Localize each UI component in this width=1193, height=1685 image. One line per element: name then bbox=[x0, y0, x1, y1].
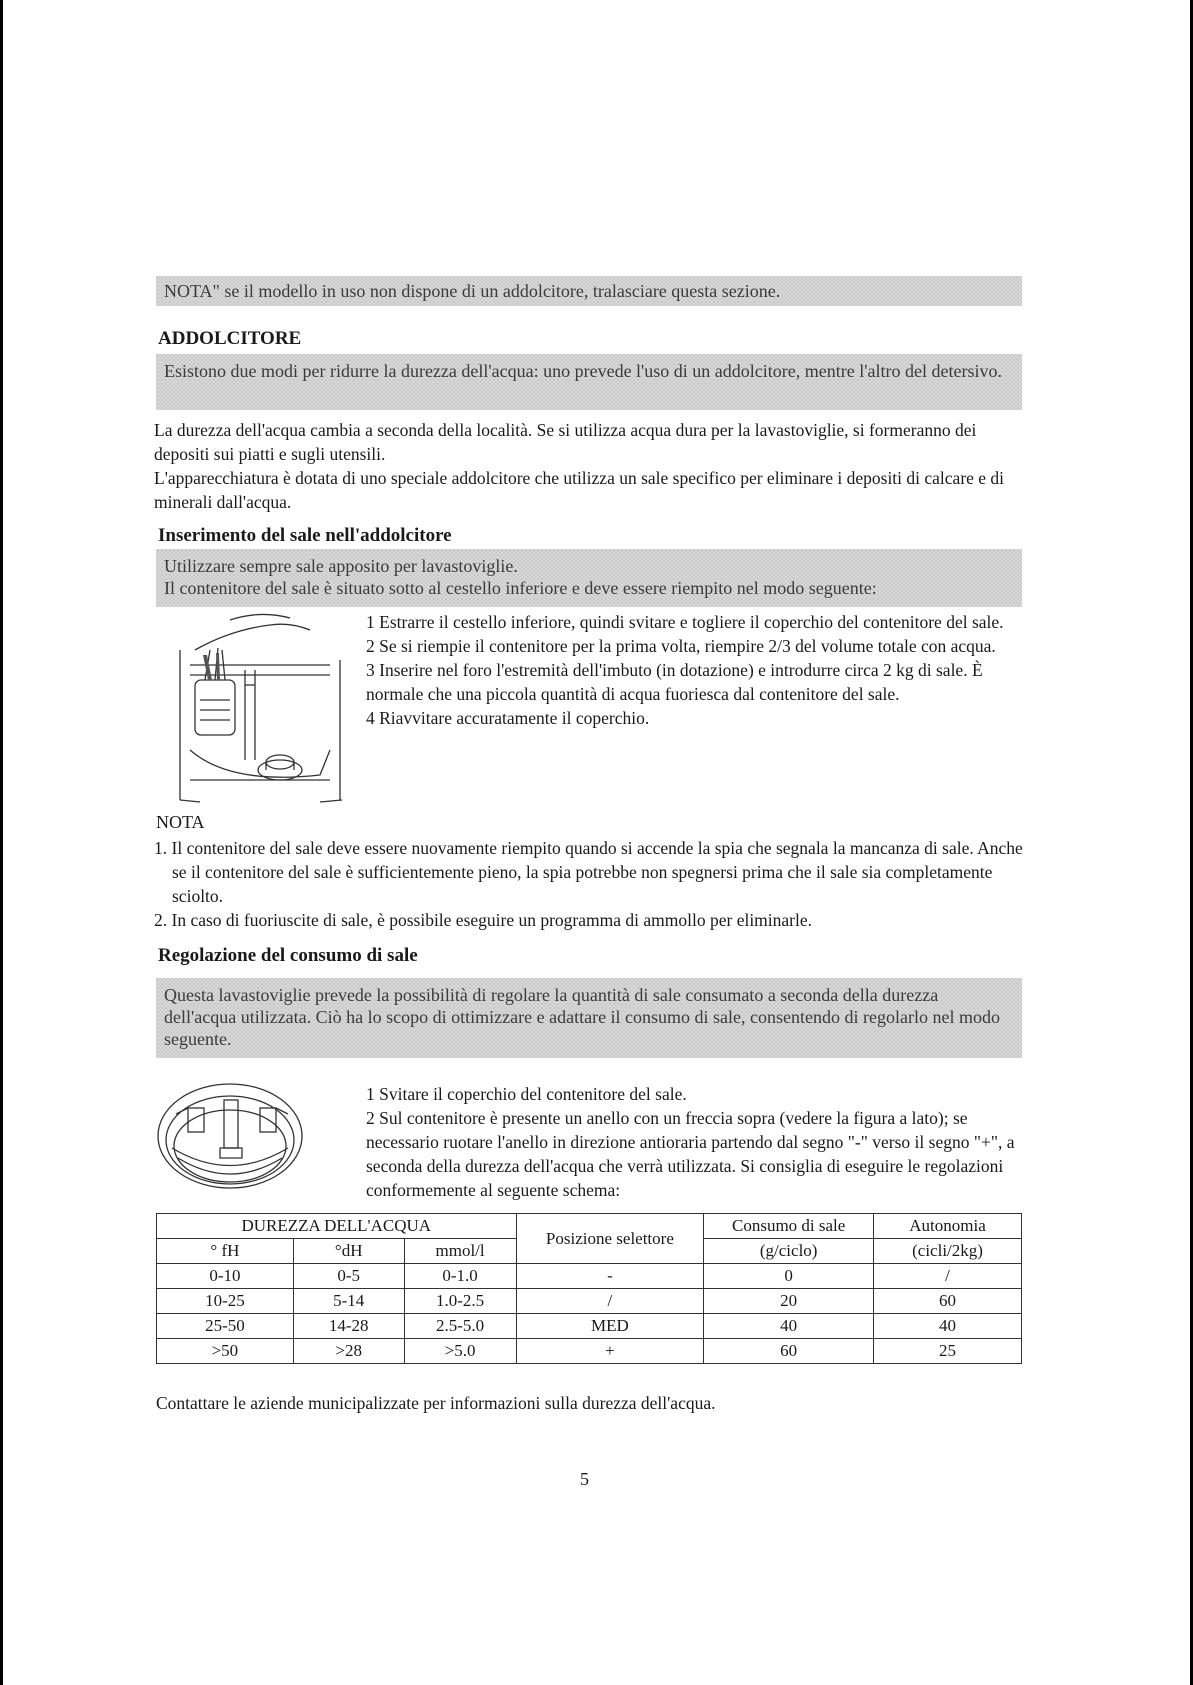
water-hardness-table bbox=[156, 1213, 1022, 1364]
table-cell: 2.5-5.0 bbox=[404, 1314, 516, 1339]
table-cell: 0-1.0 bbox=[404, 1264, 516, 1289]
section-title-inserimento: Inserimento del sale nell'addolcitore bbox=[158, 525, 452, 546]
header-consumo-unit: (g/ciclo) bbox=[704, 1239, 874, 1264]
table-cell: 1.0-2.5 bbox=[404, 1289, 516, 1314]
table-row bbox=[157, 1264, 1022, 1289]
table-cell: + bbox=[516, 1339, 704, 1364]
table-cell: 40 bbox=[874, 1314, 1022, 1339]
table-cell: 14-28 bbox=[293, 1314, 404, 1339]
inserimento-step-4: 4 Riavvitare accuratamente il coperchio. bbox=[366, 708, 650, 728]
header-posizione-selettore: Posizione selettore bbox=[516, 1214, 704, 1264]
note-banner: NOTA" se il modello in uso non dispone di un addolcitore, tralasciare questa sezione. bbox=[156, 276, 1022, 306]
hardness-paragraph: La durezza dell'acqua cambia a seconda della località. Se si utilizza acqua dura per la lavastoviglie, si formeranno dei depositi sui piatti e sugli utensili. bbox=[154, 420, 977, 464]
table-cell: / bbox=[874, 1264, 1022, 1289]
nota-item-2: 2. In caso di fuoriuscite di sale, è possibile eseguire un programma di ammollo per eliminarle. bbox=[154, 910, 813, 930]
page-edge-left bbox=[0, 0, 3, 1685]
inserimento-step-1: 1 Estrarre il cestello inferiore, quindi svitare e togliere il coperchio del contenitore del sale. bbox=[366, 612, 1004, 632]
header-autonomia: Autonomia bbox=[874, 1214, 1022, 1239]
softener-paragraph: L'apparecchiatura è dotata di uno speciale addolcitore che utilizza un sale specifico per eliminare i depositi di calcare e di minerali dall'acqua. bbox=[154, 468, 1005, 512]
page-number: 5 bbox=[580, 1469, 589, 1489]
addolcitore-shaded-note: Esistono due modi per ridurre la durezza dell'acqua: uno prevede l'uso di un addolcitore, mentre l'altro del detersivo. bbox=[156, 354, 1022, 410]
table-cell: >5.0 bbox=[404, 1339, 516, 1364]
inserimento-step-3: 3 Inserire nel foro l'estremità dell'imbuto (in dotazione) e introdurre circa 2 kg di sale. È normale che una piccola quantità di acqua fuoriesca dal contenitore del sale. bbox=[366, 660, 983, 704]
header-dh: °dH bbox=[293, 1239, 404, 1264]
regolazione-step-1: 1 Svitare il coperchio del contenitore del sale. bbox=[366, 1084, 687, 1104]
table-row bbox=[157, 1314, 1022, 1339]
nota-title: NOTA bbox=[156, 812, 205, 832]
regolazione-step-2: 2 Sul contenitore è presente un anello con un freccia sopra (vedere la figura a lato); se necessario ruotare l'anello in direzione antioraria partendo dal segno "-" verso il segno "+", a seconda della durezza dell'acqua che verrà utilizzata. Si consiglia di eseguire le regolazioni conformemente al seguente schema: bbox=[366, 1108, 1015, 1200]
inserimento-shaded-note: Utilizzare sempre sale apposito per lavastoviglie. Il contenitore del sale è situato sotto al cestello inferiore e deve essere riempito nel modo seguente: bbox=[156, 549, 1022, 607]
table-cell: 10-25 bbox=[157, 1289, 294, 1314]
table-cell: >50 bbox=[157, 1339, 294, 1364]
table-cell: - bbox=[516, 1264, 704, 1289]
regolazione-shaded-note: Questa lavastoviglie prevede la possibilità di regolare la quantità di sale consumato a seconda della durezza dell'acqua utilizzata. Ciò ha lo scopo di ottimizzare e adattare il consumo di sale, consentendo di regolarlo nel modo seguente. bbox=[156, 978, 1022, 1058]
header-consumo: Consumo di sale bbox=[704, 1214, 874, 1239]
table-row bbox=[157, 1289, 1022, 1314]
table-cell: 25 bbox=[874, 1339, 1022, 1364]
salt-cap-ring-illustration bbox=[152, 1078, 310, 1196]
header-fh: ° fH bbox=[157, 1239, 294, 1264]
header-mmol: mmol/l bbox=[404, 1239, 516, 1264]
footer-note: Contattare le aziende municipalizzate per informazioni sulla durezza dell'acqua. bbox=[156, 1393, 716, 1413]
table-cell: 0-10 bbox=[157, 1264, 294, 1289]
table-cell: 40 bbox=[704, 1314, 874, 1339]
header-autonomia-unit: (cicli/2kg) bbox=[874, 1239, 1022, 1264]
table-cell: / bbox=[516, 1289, 704, 1314]
table-cell: 60 bbox=[704, 1339, 874, 1364]
section-title-addolcitore: ADDOLCITORE bbox=[158, 328, 302, 349]
section-title-regolazione: Regolazione del consumo di sale bbox=[158, 945, 418, 966]
inserimento-steps bbox=[366, 610, 1026, 730]
header-durezza: DUREZZA DELL'ACQUA bbox=[157, 1214, 517, 1239]
table-cell: 0-5 bbox=[293, 1264, 404, 1289]
table-cell: MED bbox=[516, 1314, 704, 1339]
table-cell: 25-50 bbox=[157, 1314, 294, 1339]
table-cell: 60 bbox=[874, 1289, 1022, 1314]
table-cell: >28 bbox=[293, 1339, 404, 1364]
table-row bbox=[157, 1339, 1022, 1364]
salt-container-illustration bbox=[170, 610, 352, 810]
table-cell: 5-14 bbox=[293, 1289, 404, 1314]
table-cell: 20 bbox=[704, 1289, 874, 1314]
inserimento-step-2: 2 Se si riempie il contenitore per la prima volta, riempire 2/3 del volume totale con acqua. bbox=[366, 636, 996, 656]
nota-item-1: 1. Il contenitore del sale deve essere nuovamente riempito quando si accende la spia che segnala la mancanza di sale. Anche se il contenitore del sale è sufficientemente pieno, la spia potrebbe non spegnersi prima che il sale sia completamente sciolto. bbox=[154, 838, 1023, 906]
regolazione-steps bbox=[366, 1082, 1018, 1202]
table-cell: 0 bbox=[704, 1264, 874, 1289]
